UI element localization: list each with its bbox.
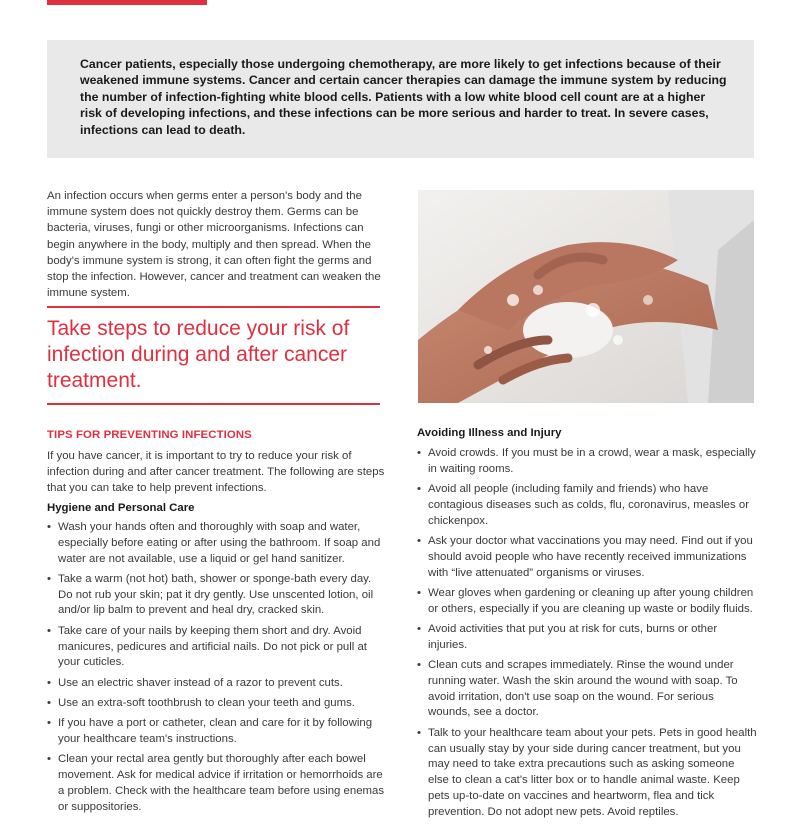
list-item: • Avoid all people (including family and friends) who have contagious diseases such as colds, flu, coronavirus, measles or chickenpox. — [417, 482, 757, 529]
hygiene-heading: Hygiene and Personal Care — [47, 502, 195, 514]
hygiene-list — [47, 520, 385, 820]
handwashing-photo — [418, 190, 754, 403]
list-item: • Avoid crowds. If you must be in a crowd, wear a mask, especially in waiting rooms. — [417, 446, 757, 478]
pull-quote-top-rule — [47, 306, 380, 308]
callout-text: Cancer patients, especially those undergoing chemotherapy, are more likely to get infections because of their weakened immune systems. Cancer and certain cancer therapies can damage the immune system by reducing the number of infection-fighting white blood cells. Patients with a low white blood cell count are at a higher risk of developing infections, and these infections can be more serious and harder to treat. In severe cases, infections can lead to death. — [80, 57, 727, 137]
list-item: • Use an electric shaver instead of a razor to prevent cuts. — [47, 676, 385, 692]
intro-paragraph: An infection occurs when germs enter a person's body and the immune system does not quickly destroy them. Germs can be bacteria, viruses, fungi or other microorganisms. Infections can begin anywhere in the body, multiply and then spread. When the body's immune system is strong, it can often fight the germs and stop the infection. However, cancer and treatment can weaken the immune system. — [47, 190, 381, 300]
list-item: • Take care of your nails by keeping them short and dry. Avoid manicures, pedicures and artificial nails. Do not pick or pull at your cuticles. — [47, 624, 385, 671]
list-item: • If you have a port or catheter, clean and care for it by following your healthcare team's instructions. — [47, 716, 385, 748]
list-item: • Clean your rectal area gently but thoroughly after each bowel movement. Ask for medical advice if irritation or hemorrhoids are a problem. Check with the healthcare team before using enemas or suppositories. — [47, 752, 385, 815]
avoiding-list — [417, 446, 757, 825]
list-item: • Talk to your healthcare team about your pets. Pets in good health can usually stay by your side during cancer treatment, but you may need to take extra precautions such as asking someone else to clean a cat's litter box or to handle animal waste. Keep pets up-to-date on vaccines and heartworm, flea and tick prevention. Do not adopt new pets. Avoid reptiles. — [417, 726, 757, 821]
list-item: • Clean cuts and scrapes immediately. Rinse the wound under running water. Wash the skin around the wound with soap. To avoid irritation, don't use soap on the wound. For serious wounds, see a doctor. — [417, 658, 757, 721]
tips-intro: If you have cancer, it is important to try to reduce your risk of infection during and after cancer treatment. The following are steps that you can take to help prevent infections. — [47, 450, 385, 494]
tips-heading: TIPS FOR PREVENTING INFECTIONS — [47, 429, 252, 441]
top-accent-bar — [47, 0, 207, 5]
pull-quote: Take steps to reduce your risk of infection during and after cancer treatment. — [47, 317, 350, 392]
list-item: • Take a warm (not hot) bath, shower or sponge-bath every day. Do not rub your skin; pat it dry gently. Use unscented lotion, oil and/or lip balm to prevent and heal dry, cracked skin. — [47, 572, 385, 619]
list-item: • Wear gloves when gardening or cleaning up after young children or others, especially if you are cleaning up waste or bodily fluids. — [417, 586, 757, 618]
list-item: • Avoid activities that put you at risk for cuts, burns or other injuries. — [417, 622, 757, 654]
callout-box — [47, 40, 754, 158]
list-item: • Ask your doctor what vaccinations you may need. Find out if you should avoid people who have recently received immunizations with “live attenuated” organisms or viruses. — [417, 534, 757, 581]
list-item: • Use an extra-soft toothbrush to clean your teeth and gums. — [47, 696, 385, 712]
pull-quote-bottom-rule — [47, 403, 380, 405]
list-item: • Wash your hands often and thoroughly with soap and water, especially before eating or after using the bathroom. If soap and water are not available, use a liquid or gel hand sanitizer. — [47, 520, 385, 567]
avoiding-heading: Avoiding Illness and Injury — [417, 427, 562, 439]
